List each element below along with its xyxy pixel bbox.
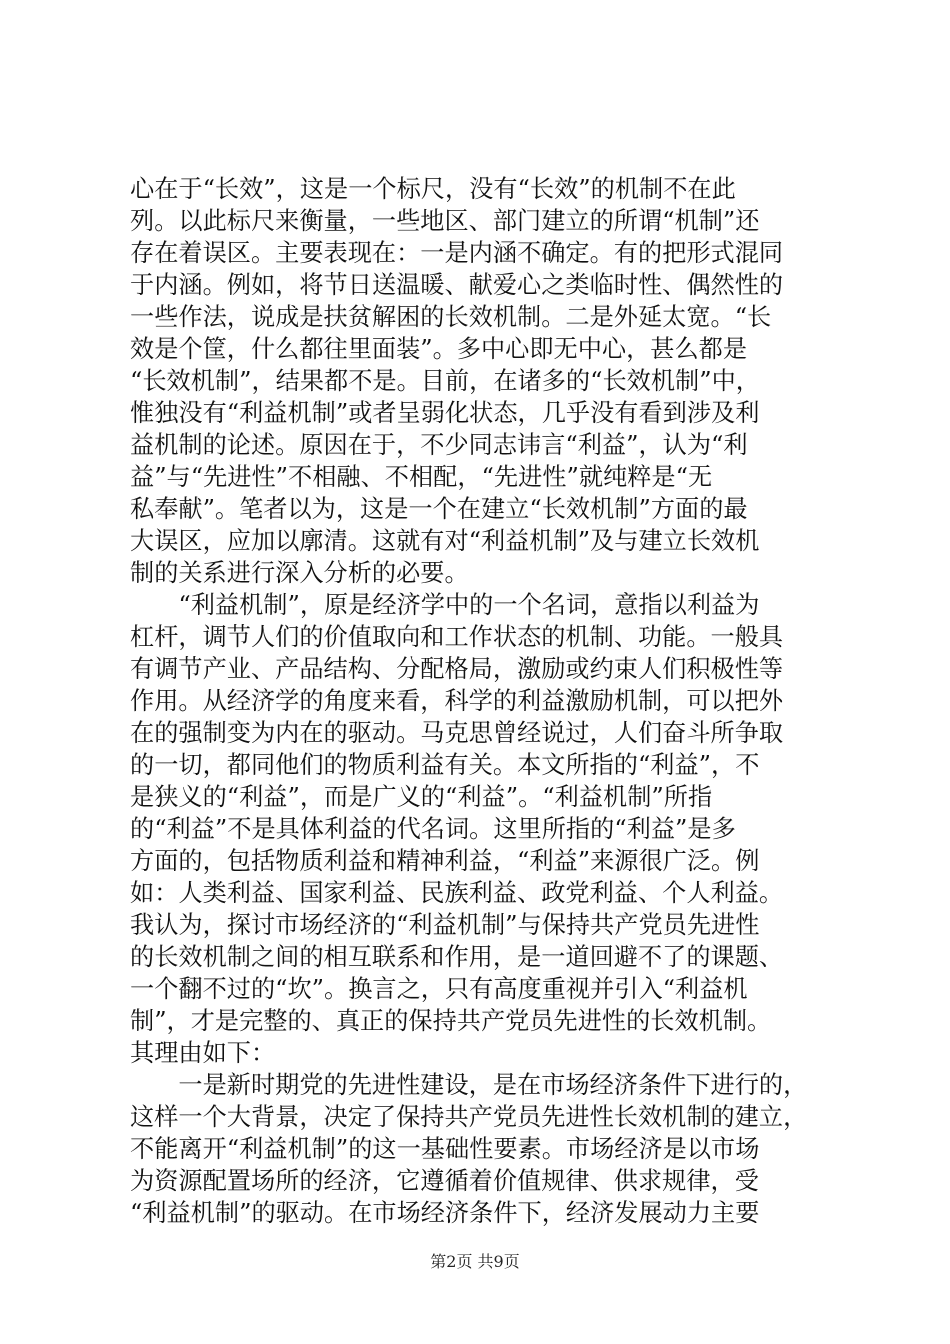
- text-line: 如：人类利益、国家利益、民族利益、政党利益、个人利益。: [130, 879, 784, 907]
- text-line: 心在于“长效”，这是一个标尺，没有“长效”的机制不在此: [130, 175, 736, 203]
- text-line: 在的强制变为内在的驱动。马克思曾经说过，人们奋斗所争取: [130, 719, 784, 747]
- page-footer: [0, 1252, 950, 1272]
- text-line: “利益机制”的驱动。在市场经济条件下，经济发展动力主要: [130, 1199, 760, 1227]
- text-line: 的长效机制之间的相互联系和作用，是一道回避不了的课题、: [130, 943, 784, 971]
- body-text: [130, 173, 830, 1229]
- text-line: 作用。从经济学的角度来看，科学的利益激励机制，可以把外: [130, 687, 784, 715]
- text-line: 我认为，探讨市场经济的“利益机制”与保持共产党员先进性: [130, 911, 760, 939]
- text-line: 列。以此标尺来衡量，一些地区、部门建立的所谓“机制”还: [130, 207, 760, 235]
- text-line: 的“利益”不是具体利益的代名词。这里所指的“利益”是多: [130, 815, 736, 843]
- text-line: 的一切，都同他们的物质利益有关。本文所指的“利益”，不: [130, 751, 760, 779]
- text-line: 制”，才是完整的、真正的保持共产党员先进性的长效机制。: [130, 1007, 772, 1035]
- text-line: 制的关系进行深入分析的必要。: [130, 559, 469, 587]
- text-line: 为资源配置场所的经济，它遵循着价值规律、供求规律，受: [130, 1167, 759, 1195]
- text-line: 杠杆，调节人们的价值取向和工作状态的机制、功能。一般具: [130, 623, 784, 651]
- page-number: 第2页 共9页: [430, 1252, 520, 1271]
- text-line: 私奉献”。笔者以为，这是一个在建立“长效机制”方面的最: [130, 495, 748, 523]
- text-line: 惟独没有“利益机制”或者呈弱化状态，几乎没有看到涉及利: [130, 399, 760, 427]
- text-line: 益”与“先进性”不相融、不相配，“先进性”就纯粹是“无: [130, 463, 713, 491]
- text-line: 大误区，应加以廓清。这就有对“利益机制”及与建立长效机: [130, 527, 760, 555]
- text-line: 益机制的论述。原因在于，不少同志讳言“利益”，认为“利: [130, 431, 748, 459]
- text-line: 一是新时期党的先进性建设，是在市场经济条件下进行的，: [130, 1071, 808, 1099]
- text-line: 于内涵。例如，将节日送温暖、献爱心之类临时性、偶然性的: [130, 271, 784, 299]
- text-line: “利益机制”，原是经济学中的一个名词，意指以利益为: [130, 591, 760, 619]
- text-line: 一些作法，说成是扶贫解困的长效机制。二是外延太宽。“长: [130, 303, 772, 331]
- text-line: 效是个筐，什么都往里面装”。多中心即无中心，甚么都是: [130, 335, 748, 363]
- text-line: 其理由如下：: [130, 1039, 276, 1067]
- text-line: 这样一个大背景，决定了保持共产党员先进性长效机制的建立，: [130, 1103, 808, 1131]
- text-line: “长效机制”，结果都不是。目前，在诸多的“长效机制”中，: [130, 367, 760, 395]
- text-line: 有调节产业、产品结构、分配格局，激励或约束人们积极性等: [130, 655, 784, 683]
- text-line: 不能离开“利益机制”的这一基础性要素。市场经济是以市场: [130, 1135, 760, 1163]
- text-line: 存在着误区。主要表现在：一是内涵不确定。有的把形式混同: [130, 239, 784, 267]
- text-line: 是狭义的“利益”，而是广义的“利益”。“利益机制”所指: [130, 783, 713, 811]
- text-line: 方面的，包括物质利益和精神利益，“利益”来源很广泛。例: [130, 847, 760, 875]
- text-line: 一个翻不过的“坎”。换言之，只有高度重视并引入“利益机: [130, 975, 748, 1003]
